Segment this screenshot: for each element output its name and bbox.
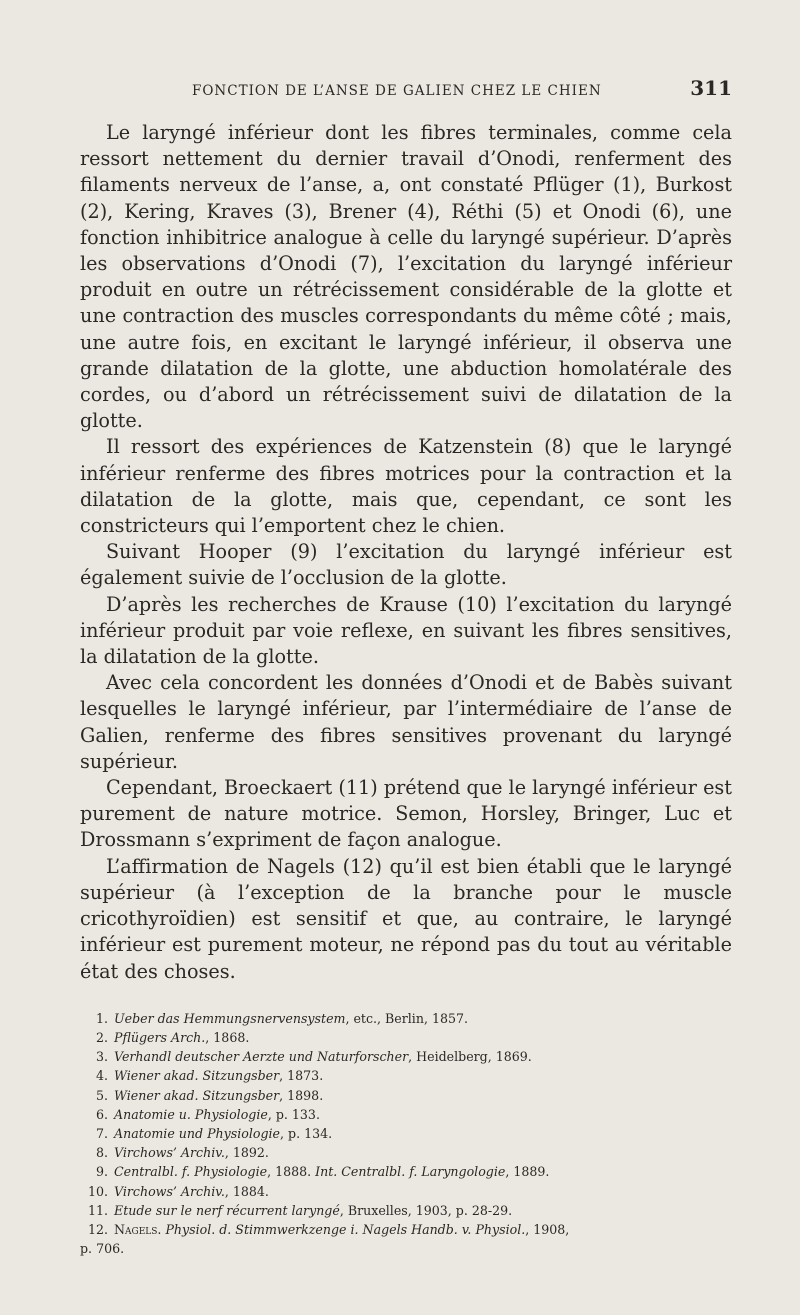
paragraph: Suivant Hooper (9) l’excitation du laryngé inférieur est également suivie de l’occlusion de la glotte. — [80, 540, 732, 590]
footnote-title: Int. Centralbl. f. Laryngologie — [315, 1164, 506, 1180]
paragraph: Avec cela concordent les données d’Onodi et de Babès suivant lesquelles le laryngé inférieur, par l’intermédiaire de l’anse de Galien, renferme des fibres sensitives provenant du laryngé supérieur. — [80, 671, 732, 773]
paragraph: Cependant, Broeckaert (11) prétend que le laryngé inférieur est purement de nature motrice. Semon, Horsley, Bringer, Luc et Drossmann s’expriment de façon analogue. — [80, 776, 732, 852]
footnote-details: , p. 134. — [280, 1125, 333, 1141]
footnote-number: 3. — [95, 1049, 108, 1065]
footnote — [80, 1162, 732, 1181]
paragraph: D’après les recherches de Krause (10) l’excitation du laryngé inférieur produit par voie reflexe, en suivant les fibres sensitives, la dilatation de la glotte. — [80, 592, 732, 669]
footnote-title: Virchows’ Archiv. — [114, 1183, 225, 1199]
footnote-details: , 1892. — [224, 1145, 269, 1161]
footnote — [80, 1009, 732, 1028]
footnote-number: 6. — [95, 1106, 108, 1122]
footnote-details: , 1908, — [525, 1221, 570, 1237]
footnote-details: , etc., Berlin, 1857. — [345, 1010, 469, 1026]
footnote — [80, 1124, 732, 1143]
footnote-title: Virchows’ Archiv. — [114, 1145, 225, 1161]
footnote-number: 11. — [87, 1202, 108, 1218]
footnotes — [80, 1009, 732, 1259]
footnote — [80, 1220, 732, 1239]
footnote-details: , 1889. — [505, 1164, 550, 1180]
footnote-number: 4. — [95, 1068, 108, 1084]
footnote-title: Verhandl deutscher Aerzte und Naturforscher — [114, 1049, 409, 1065]
footnote-continuation: p. 706. — [80, 1241, 125, 1257]
footnote-number: 12. — [87, 1221, 108, 1237]
footnote — [80, 1182, 732, 1201]
footnote — [80, 1066, 732, 1085]
footnote — [80, 1201, 732, 1220]
footnote-details: , 1884. — [224, 1183, 269, 1199]
page-number: 311 — [690, 76, 732, 100]
footnote-title: Physiol. d. Stimmwerkzenge i. Nagels Handb. v. Physiol. — [165, 1221, 526, 1237]
footnote-number: 7. — [95, 1125, 108, 1141]
footnote-title: Centralbl. f. Physiologie — [114, 1164, 268, 1180]
footnote-number: 9. — [95, 1164, 108, 1180]
footnote-details: , 1898. — [279, 1087, 324, 1103]
footnote — [80, 1105, 732, 1124]
footnote-title: Wiener akad. Sitzungsber — [114, 1068, 280, 1084]
footnote-details: , Heidelberg, 1869. — [408, 1049, 532, 1065]
paragraph: Il ressort des expériences de Katzenstein (8) que le laryngé inférieur renferme des fibres motrices pour la contraction et la dilatation de la glotte, mais que, cependant, ce sont les constricteurs qui l’emportent chez le chien. — [80, 435, 732, 538]
paragraph: L’affirmation de Nagels (12) qu’il est bien établi que le laryngé supérieur (à l’exception de la branche pour le muscle cricothyroïdien) est sensitif et que, au contraire, le laryngé inférieur est purement moteur, ne répond pas du tout au véritable état des choses. — [80, 854, 732, 983]
footnote-details: , 1873. — [279, 1068, 324, 1084]
footnote-details: , 1888. — [267, 1164, 316, 1180]
footnote-number: 2. — [95, 1029, 108, 1045]
footnote-title: Wiener akad. Sitzungsber — [114, 1087, 280, 1103]
footnote-details: , 1868. — [205, 1029, 250, 1045]
footnote-title: Anatomie u. Physiologie — [114, 1106, 268, 1122]
footnote-number: 1. — [95, 1010, 108, 1026]
footnote-author: Nagels — [114, 1221, 158, 1237]
footnote-title: Pflügers Arch. — [114, 1029, 206, 1045]
footnote — [80, 1028, 732, 1047]
footnote-details: , p. 133. — [267, 1106, 320, 1122]
footnote — [80, 1047, 732, 1066]
footnote-title: Anatomie und Physiologie — [114, 1125, 280, 1141]
footnote-number: 10. — [87, 1183, 108, 1199]
footnote — [80, 1086, 732, 1105]
page-header — [80, 76, 732, 110]
running-title: FONCTION DE L’ANSE DE GALIEN CHEZ LE CHIEN — [192, 83, 602, 99]
main-text — [80, 120, 732, 985]
footnote-title: Ueber das Hemmungsnervensystem — [114, 1010, 346, 1026]
footnote-title: Etude sur le nerf récurrent laryngé — [114, 1202, 340, 1218]
paragraph: Le laryngé inférieur dont les fibres terminales, comme cela ressort nettement du dernier travail d’Onodi, renferment des filaments nerveux de l’anse, a, ont constaté Pflüger (1), Burkost (2), Kering, Kraves (3), Brener (4), Réthi (5) et Onodi (6), une fonction inhibitrice analogue à celle du laryngé supérieur. D’après les observations d’Onodi (7), l’excitation du laryngé inférieur produit en outre un rétrécissement considérable de la glotte et une contraction des muscles correspondants du même côté ; mais, une autre fois, en excitant le laryngé inférieur, il observa une grande dilatation de la glotte, une abduction homolatérale des cordes, ou d’abord un rétrécissement suivi de dilatation de la glotte. — [80, 121, 732, 433]
footnote-number: 5. — [95, 1087, 108, 1103]
footnote-details: . — [157, 1221, 166, 1237]
footnote-number: 8. — [95, 1145, 108, 1161]
footnote — [80, 1143, 732, 1162]
footnote-details: , Bruxelles, 1903, p. 28-29. — [339, 1202, 513, 1218]
